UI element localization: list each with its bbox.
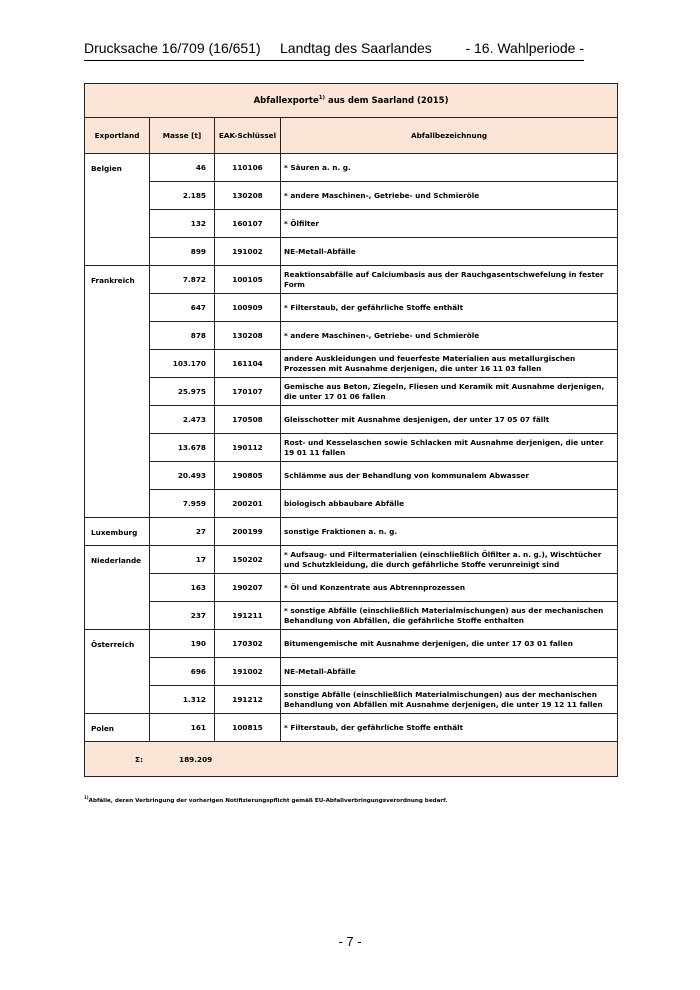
mass-cell: 7.959 bbox=[150, 490, 215, 518]
table-row bbox=[85, 574, 618, 602]
description-cell: Schlämme aus der Behandlung von kommunalem Abwasser bbox=[281, 462, 618, 490]
table-row bbox=[85, 714, 618, 742]
description-cell: NE-Metall-Abfälle bbox=[281, 238, 618, 266]
country-cell: Polen bbox=[85, 714, 150, 742]
table-row bbox=[85, 658, 618, 686]
table-row bbox=[85, 602, 618, 630]
table-row bbox=[85, 182, 618, 210]
mass-cell: 20.493 bbox=[150, 462, 215, 490]
mass-cell: 46 bbox=[150, 154, 215, 182]
description-cell: Bitumengemische mit Ausnahme derjenigen, die unter 17 03 01 fallen bbox=[281, 630, 618, 658]
country-cell: Niederlande bbox=[85, 546, 150, 630]
mass-cell: 25.975 bbox=[150, 378, 215, 406]
table-row bbox=[85, 546, 618, 574]
table-row bbox=[85, 406, 618, 434]
column-header-description: Abfallbezeichnung bbox=[281, 118, 618, 154]
description-cell: * Aufsaug- und Filtermaterialien (einschließlich Ölfilter a. n. g.), Wischtücher und Schutzkleidung, die durch gefährliche Stoffe verunreinigt sind bbox=[281, 546, 618, 574]
table-row bbox=[85, 350, 618, 378]
table-row bbox=[85, 154, 618, 182]
waste-export-table bbox=[84, 83, 618, 777]
mass-cell: 2.473 bbox=[150, 406, 215, 434]
description-cell: * Ölfilter bbox=[281, 210, 618, 238]
page-header bbox=[84, 40, 584, 61]
mass-cell: 899 bbox=[150, 238, 215, 266]
description-cell: biologisch abbaubare Abfälle bbox=[281, 490, 618, 518]
description-cell: Gemische aus Beton, Ziegeln, Fliesen und Keramik mit Ausnahme derjenigen, die unter 17 01 06 fallen bbox=[281, 378, 618, 406]
table-row bbox=[85, 294, 618, 322]
code-cell: 110106 bbox=[215, 154, 281, 182]
table-body bbox=[85, 154, 618, 742]
code-cell: 191211 bbox=[215, 602, 281, 630]
table-row bbox=[85, 210, 618, 238]
code-cell: 100815 bbox=[215, 714, 281, 742]
column-header-mass: Masse [t] bbox=[150, 118, 215, 154]
description-cell: * sonstige Abfälle (einschließlich Materialmischungen) aus der mechanischen Behandlung von Abfällen, die gefährliche Stoffe enthalten bbox=[281, 602, 618, 630]
table-row bbox=[85, 238, 618, 266]
description-cell: sonstige Fraktionen a. n. g. bbox=[281, 518, 618, 546]
country-cell: Luxemburg bbox=[85, 518, 150, 546]
table-row bbox=[85, 462, 618, 490]
column-header-code: EAK-Schlüssel bbox=[215, 118, 281, 154]
mass-cell: 237 bbox=[150, 602, 215, 630]
code-cell: 150202 bbox=[215, 546, 281, 574]
code-cell: 100105 bbox=[215, 266, 281, 294]
legislative-period: - 16. Wahlperiode - bbox=[465, 40, 584, 56]
sum-value: 189.209 bbox=[179, 755, 213, 764]
code-cell: 170107 bbox=[215, 378, 281, 406]
code-cell: 190207 bbox=[215, 574, 281, 602]
table-title: Abfallexporte$^{1)}$ aus dem Saarland (2015) bbox=[85, 84, 618, 118]
description-cell: Rost- und Kesselaschen sowie Schlacken mit Ausnahme derjenigen, die unter 19 01 11 fallen bbox=[281, 434, 618, 462]
code-cell: 191212 bbox=[215, 686, 281, 714]
mass-cell: 1.312 bbox=[150, 686, 215, 714]
table-row bbox=[85, 322, 618, 350]
table-row bbox=[85, 630, 618, 658]
column-header-country: Exportland bbox=[85, 118, 150, 154]
code-cell: 161104 bbox=[215, 350, 281, 378]
code-cell: 130208 bbox=[215, 182, 281, 210]
description-cell: * andere Maschinen-, Getriebe- und Schmieröle bbox=[281, 322, 618, 350]
code-cell: 170508 bbox=[215, 406, 281, 434]
mass-cell: 103.170 bbox=[150, 350, 215, 378]
description-cell: * Filterstaub, der gefährliche Stoffe enthält bbox=[281, 714, 618, 742]
page-number: - 7 - bbox=[338, 934, 362, 949]
table-header-row bbox=[85, 118, 618, 154]
mass-cell: 190 bbox=[150, 630, 215, 658]
mass-cell: 13.678 bbox=[150, 434, 215, 462]
code-cell: 130208 bbox=[215, 322, 281, 350]
description-cell: Gleisschotter mit Ausnahme desjenigen, der unter 17 05 07 fällt bbox=[281, 406, 618, 434]
code-cell: 200199 bbox=[215, 518, 281, 546]
mass-cell: 17 bbox=[150, 546, 215, 574]
country-cell: Frankreich bbox=[85, 266, 150, 518]
country-cell: Österreich bbox=[85, 630, 150, 714]
mass-cell: 161 bbox=[150, 714, 215, 742]
description-cell: NE-Metall-Abfälle bbox=[281, 658, 618, 686]
table-row bbox=[85, 378, 618, 406]
document-number: Drucksache 16/709 (16/651) bbox=[84, 40, 261, 56]
code-cell: 190805 bbox=[215, 462, 281, 490]
description-cell: sonstige Abfälle (einschließlich Materialmischungen) aus der mechanischen Behandlung von Abfällen mit Ausnahme derjenigen, die unter 19 12 11 fallen bbox=[281, 686, 618, 714]
description-cell: * andere Maschinen-, Getriebe- und Schmieröle bbox=[281, 182, 618, 210]
footnote: $^{1)}$Abfälle, deren Verbringung der vorherigen Notifizierungspflicht gemäß EU-Abfallverbringungsverordnung bedarf. bbox=[84, 795, 448, 804]
mass-cell: 2.185 bbox=[150, 182, 215, 210]
country-cell: Belgien bbox=[85, 154, 150, 266]
mass-cell: 878 bbox=[150, 322, 215, 350]
mass-cell: 7.872 bbox=[150, 266, 215, 294]
mass-cell: 132 bbox=[150, 210, 215, 238]
code-cell: 160107 bbox=[215, 210, 281, 238]
sum-row bbox=[85, 742, 618, 777]
table-row bbox=[85, 434, 618, 462]
code-cell: 191002 bbox=[215, 238, 281, 266]
description-cell: andere Auskleidungen und feuerfeste Materialien aus metallurgischen Prozessen mit Ausnahme derjenigen, die unter 16 11 03 fallen bbox=[281, 350, 618, 378]
table-row bbox=[85, 518, 618, 546]
mass-cell: 27 bbox=[150, 518, 215, 546]
table-row bbox=[85, 266, 618, 294]
table-row bbox=[85, 686, 618, 714]
description-cell: * Säuren a. n. g. bbox=[281, 154, 618, 182]
description-cell: Reaktionsabfälle auf Calciumbasis aus der Rauchgasentschwefelung in fester Form bbox=[281, 266, 618, 294]
table-row bbox=[85, 490, 618, 518]
description-cell: * Filterstaub, der gefährliche Stoffe enthält bbox=[281, 294, 618, 322]
mass-cell: 647 bbox=[150, 294, 215, 322]
code-cell: 170302 bbox=[215, 630, 281, 658]
description-cell: * Öl und Konzentrate aus Abtrennprozessen bbox=[281, 574, 618, 602]
parliament-name: Landtag des Saarlandes bbox=[280, 40, 432, 56]
code-cell: 190112 bbox=[215, 434, 281, 462]
mass-cell: 696 bbox=[150, 658, 215, 686]
mass-cell: 163 bbox=[150, 574, 215, 602]
code-cell: 200201 bbox=[215, 490, 281, 518]
code-cell: 100909 bbox=[215, 294, 281, 322]
code-cell: 191002 bbox=[215, 658, 281, 686]
sum-label: Σ: bbox=[135, 755, 143, 764]
